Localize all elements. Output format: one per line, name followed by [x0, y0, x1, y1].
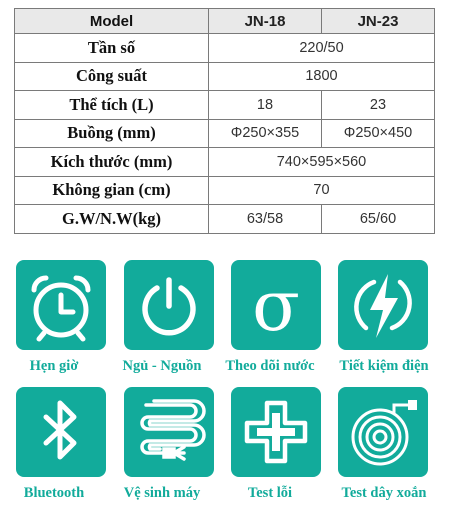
row-value: 220/50: [209, 34, 435, 63]
header-model: Model: [15, 9, 209, 34]
feature-label: Ngủ - Nguồn: [122, 358, 202, 374]
sigma-water-icon: [231, 260, 321, 350]
row-value: 1800: [209, 62, 435, 91]
table-row: [15, 91, 435, 120]
row-label: Buồng (mm): [15, 119, 209, 148]
feature-label: Test dây xoắn: [341, 485, 427, 501]
feature-label: Hẹn giờ: [29, 358, 79, 374]
medical-cross-icon: [231, 387, 321, 477]
svg-text:σ: σ: [252, 265, 300, 347]
feature-label: Tiết kiệm điện: [339, 358, 429, 374]
table-row: [15, 34, 435, 63]
feature-label: Theo dõi nước: [225, 358, 315, 374]
row-value-jn23: 65/60: [322, 205, 435, 234]
alarm-clock-icon: [16, 260, 106, 350]
feature-label: Test lỗi: [247, 485, 293, 501]
lightning-icon: [338, 260, 428, 350]
row-label: Tần số: [15, 34, 209, 63]
row-value-jn23: 23: [322, 91, 435, 120]
table-row: [15, 176, 435, 205]
coil-hose-icon: [338, 387, 428, 477]
power-icon: [124, 260, 214, 350]
spec-table: [14, 8, 435, 234]
row-value-jn18: Φ250×355: [209, 119, 322, 148]
table-row: [15, 119, 435, 148]
row-value-jn23: Φ250×450: [322, 119, 435, 148]
feature-label: Vệ sinh máy: [123, 485, 201, 501]
cleaning-coil-icon: [124, 387, 214, 477]
row-value: 740×595×560: [209, 148, 435, 177]
row-label: G.W/N.W(kg): [15, 205, 209, 234]
bluetooth-icon: [16, 387, 106, 477]
feature-label: Bluetooth: [23, 485, 85, 501]
header-jn23: JN-23: [322, 9, 435, 34]
row-label: Thể tích (L): [15, 91, 209, 120]
row-value-jn18: 18: [209, 91, 322, 120]
row-value-jn18: 63/58: [209, 205, 322, 234]
table-row: [15, 148, 435, 177]
header-jn18: JN-18: [209, 9, 322, 34]
table-header-row: [15, 9, 435, 34]
row-label: Không gian (cm): [15, 176, 209, 205]
row-label: Kích thước (mm): [15, 148, 209, 177]
row-value: 70: [209, 176, 435, 205]
table-row: [15, 205, 435, 234]
table-row: [15, 62, 435, 91]
row-label: Công suất: [15, 62, 209, 91]
